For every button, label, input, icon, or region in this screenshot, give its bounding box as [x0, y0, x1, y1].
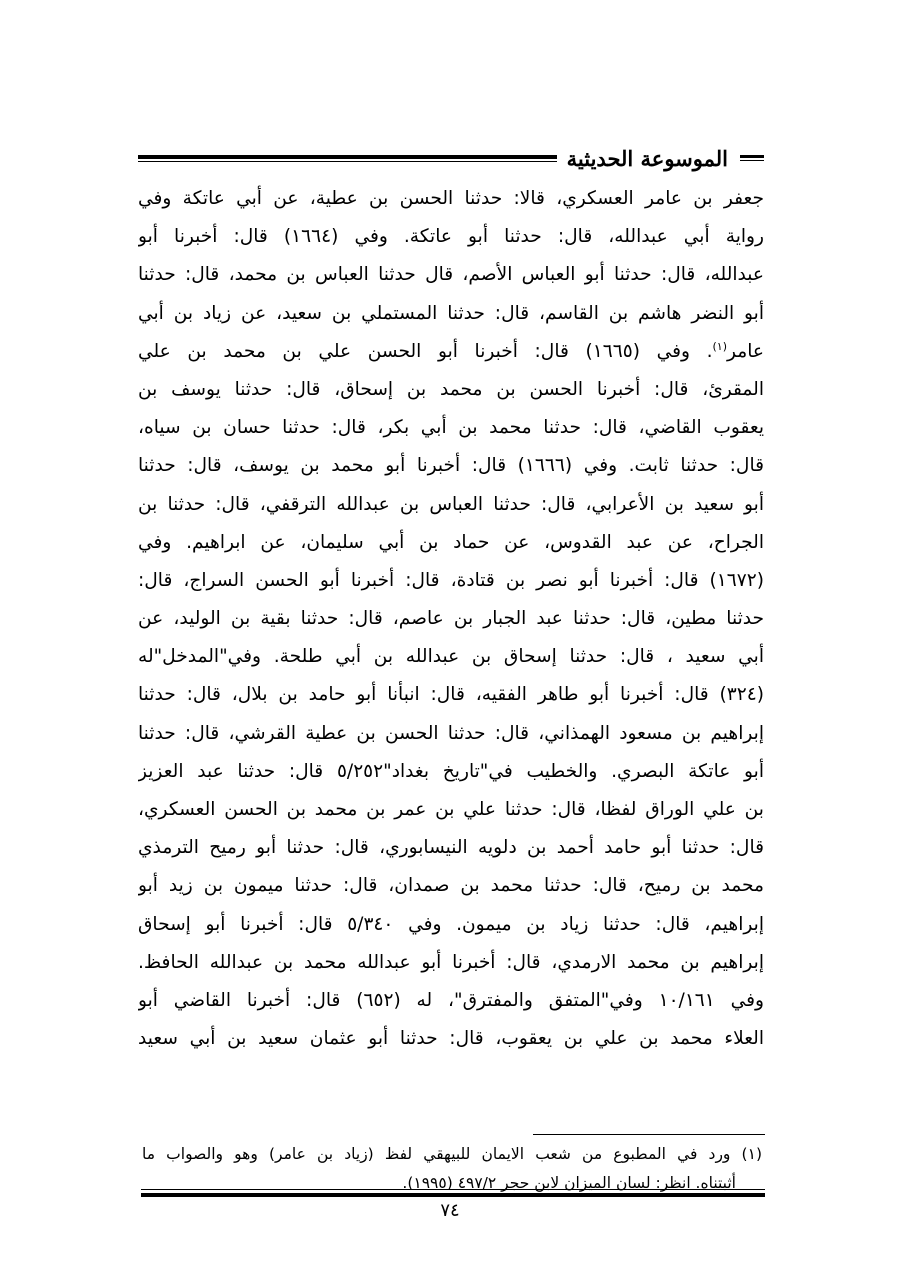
text-line: يعقوب القاضي، قال: حدثنا محمد بن أبي بكر، قال: حدثنا حسان بن سياه،: [138, 417, 764, 439]
text-line: جعفر بن عامر العسكري، قالا: حدثنا الحسن بن عطية، عن أبي عاتكة وفي: [138, 188, 764, 209]
text-line: أبي سعيد ، قال: حدثنا إسحاق بن عبدالله بن أبي طلحة. وفي"المدخل"له: [138, 646, 764, 668]
footnote-line: (١) ورد في المطبوع من شعب الايمان للبيهقي لفظ (زياد بن عامر) وهو والصواب ما: [142, 1145, 762, 1163]
text-segment: عامر: [727, 340, 764, 362]
text-line: إبراهيم، قال: حدثنا زياد بن ميمون. وفي ٥/٣٤٠ قال: أخبرنا أبو إسحاق: [138, 913, 764, 935]
text-line: عبدالله، قال: حدثنا أبو العباس الأصم، قال حدثنا العباس بن محمد، قال: حدثنا: [138, 264, 764, 286]
footnote-reference: (١): [712, 339, 728, 353]
text-line: أبو النضر هاشم بن القاسم، قال: حدثنا المستملي بن سعيد، عن زياد بن أبي: [138, 302, 764, 324]
text-line: قال: حدثنا ثابت. وفي (١٦٦٦) قال: أخبرنا أبو محمد بن يوسف، قال: حدثنا: [138, 455, 764, 477]
header-short-rule: [740, 155, 764, 161]
text-line: حدثنا مطين، قال: حدثنا عبد الجبار بن عاصم، قال: حدثنا بقية بن الوليد، عن: [138, 608, 764, 630]
text-line: إبراهيم بن مسعود الهمذاني، قال: حدثنا الحسن بن عطية القرشي، قال: حدثنا: [138, 722, 764, 744]
text-line: (١٦٧٢) قال: أخبرنا أبو نصر بن قتادة، قال: أخبرنا أبو الحسن السراج، قال:: [138, 569, 764, 591]
text-line: قال: حدثنا أبو حامد أحمد بن دلويه النيسابوري، قال: حدثنا أبو رميح الترمذي: [138, 837, 764, 859]
text-line: أبو سعيد بن الأعرابي، قال: حدثنا العباس بن عبدالله الترقفي، قال: حدثنا بن: [138, 493, 764, 515]
text-line: (٣٢٤) قال: أخبرنا أبو طاهر الفقيه، قال: انبأنا أبو حامد بن بلال، قال: حدثنا: [138, 684, 764, 706]
text-line: بن علي الوراق لفظا، قال: حدثنا علي بن عمر بن محمد بن الحسن العسكري،: [138, 799, 764, 820]
text-line-with-footnote: [138, 333, 764, 371]
running-header: [138, 138, 764, 178]
footnote-separator: [533, 1134, 765, 1135]
header-long-rule: [138, 155, 557, 162]
text-line: إبراهيم بن محمد الارمدي، قال: أخبرنا أبو عبدالله محمد بن عبدالله الحافظ.: [138, 951, 764, 973]
text-segment: . وفي (١٦٦٥) قال: أخبرنا أبو الحسن علي بن محمد بن علي: [138, 340, 713, 362]
page-number: ٧٤: [440, 1200, 460, 1221]
text-line: رواية أبي عبدالله، قال: حدثنا أبو عاتكة. وفي (١٦٦٤) قال: أخبرنا أبو: [138, 226, 764, 248]
text-line: العلاء محمد بن علي بن يعقوب، قال: حدثنا أبو عثمان سعيد بن أبي سعيد: [138, 1028, 764, 1050]
text-line: المقرئ، قال: أخبرنا الحسن بن محمد بن إسحاق، قال: حدثنا يوسف بن: [138, 378, 764, 400]
header-title: الموسوعة الحديثية: [566, 145, 728, 171]
text-line: الجراح، عن عبد القدوس، عن حماد بن أبي سليمان، عن ابراهيم. وفي: [138, 531, 764, 553]
bottom-rule: [141, 1189, 765, 1197]
body-text: [138, 180, 764, 1058]
text-line: أبو عاتكة البصري. والخطيب في"تاريخ بغداد"٥/٢٥٢ قال: حدثنا عبد العزيز: [138, 760, 764, 782]
text-line: وفي ١٠/١٦١ وفي"المتفق والمفترق"، له (٦٥٢) قال: أخبرنا القاضي أبو: [138, 989, 764, 1011]
footnote-line: أثبتناه. انظر: لسان الميزان لابن حجر ٤٩٧/٢ (١٩٩٥).: [402, 1174, 736, 1192]
text-line: محمد بن رميح، قال: حدثنا محمد بن صمدان، قال: حدثنا ميمون بن زيد أبو: [138, 875, 764, 897]
